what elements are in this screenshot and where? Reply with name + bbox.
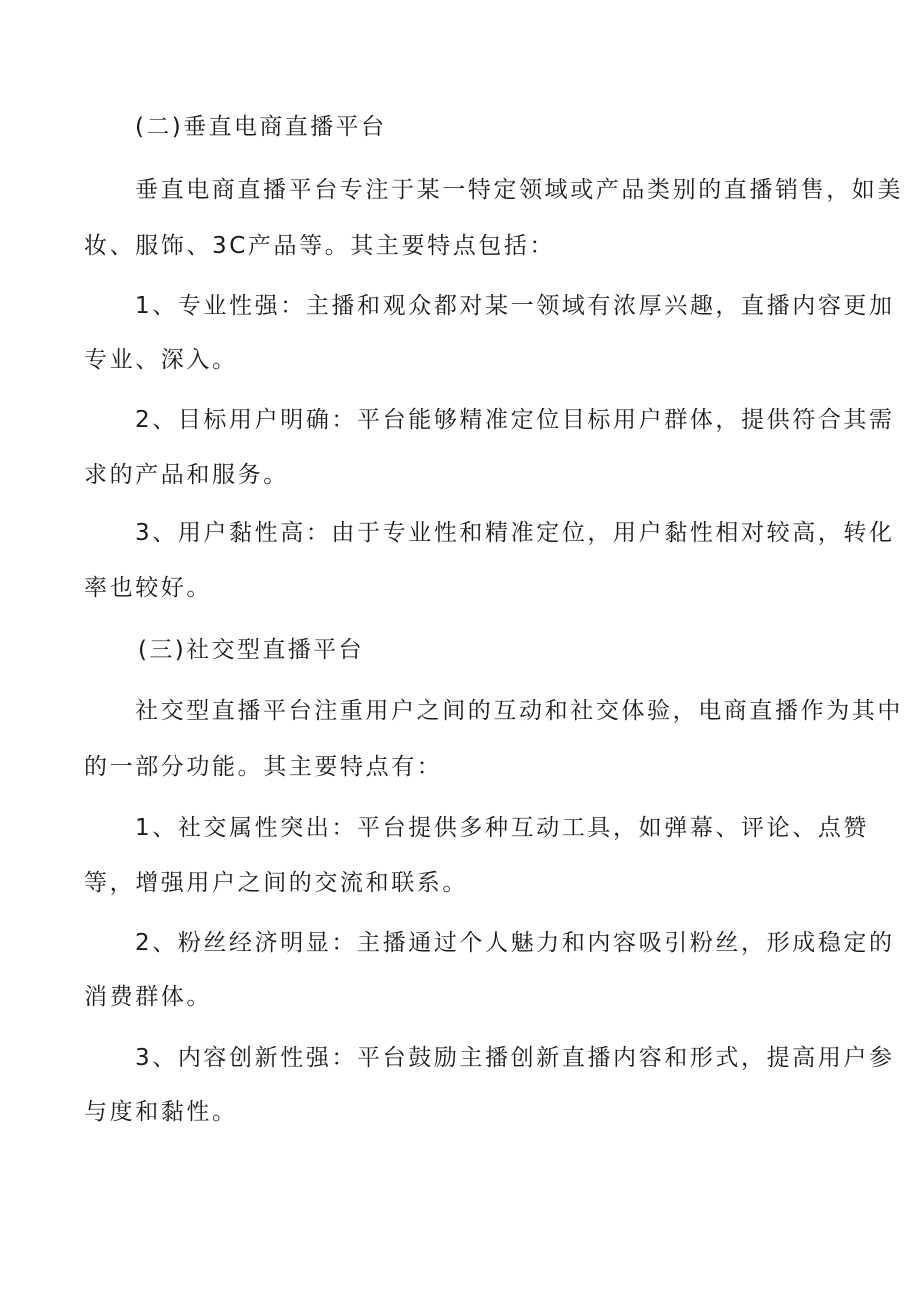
paragraph-line: 社交型直播平台注重用户之间的互动和社交体验，电商直播作为其中 xyxy=(135,698,903,724)
list-item-line: 率也较好。 xyxy=(84,575,212,601)
list-item-line: 求的产品和服务。 xyxy=(84,462,289,488)
section-heading: (二)垂直电商直播平台 xyxy=(135,114,387,140)
list-item-line: 等，增强用户之间的交流和联系。 xyxy=(84,870,468,896)
list-item-line: 3、内容创新性强：平台鼓励主播创新直播内容和形式，提高用户参 xyxy=(135,1045,895,1071)
list-item-line: 专业、深入。 xyxy=(84,347,238,373)
list-item-line: 与度和黏性。 xyxy=(84,1099,238,1125)
list-item-line: 1、专业性强：主播和观众都对某一领域有浓厚兴趣，直播内容更加 xyxy=(135,293,895,319)
list-item-line: 2、目标用户明确：平台能够精准定位目标用户群体，提供符合其需 xyxy=(135,407,895,433)
paragraph-line: 的一部分功能。其主要特点有： xyxy=(84,754,443,780)
list-item-line: 3、用户黏性高：由于专业性和精准定位，用户黏性相对较高，转化 xyxy=(135,520,895,546)
list-item-line: 2、粉丝经济明显：主播通过个人魅力和内容吸引粉丝，形成稳定的 xyxy=(135,930,895,956)
list-item-line: 1、社交属性突出：平台提供多种互动工具，如弹幕、评论、点赞 xyxy=(135,815,870,841)
paragraph-line: 妆、服饰、3C产品等。其主要特点包括： xyxy=(84,233,556,259)
paragraph-line: 垂直电商直播平台专注于某一特定领域或产品类别的直播销售，如美 xyxy=(135,177,903,203)
section-heading: (三)社交型直播平台 xyxy=(138,637,364,663)
list-item-line: 消费群体。 xyxy=(84,984,212,1010)
